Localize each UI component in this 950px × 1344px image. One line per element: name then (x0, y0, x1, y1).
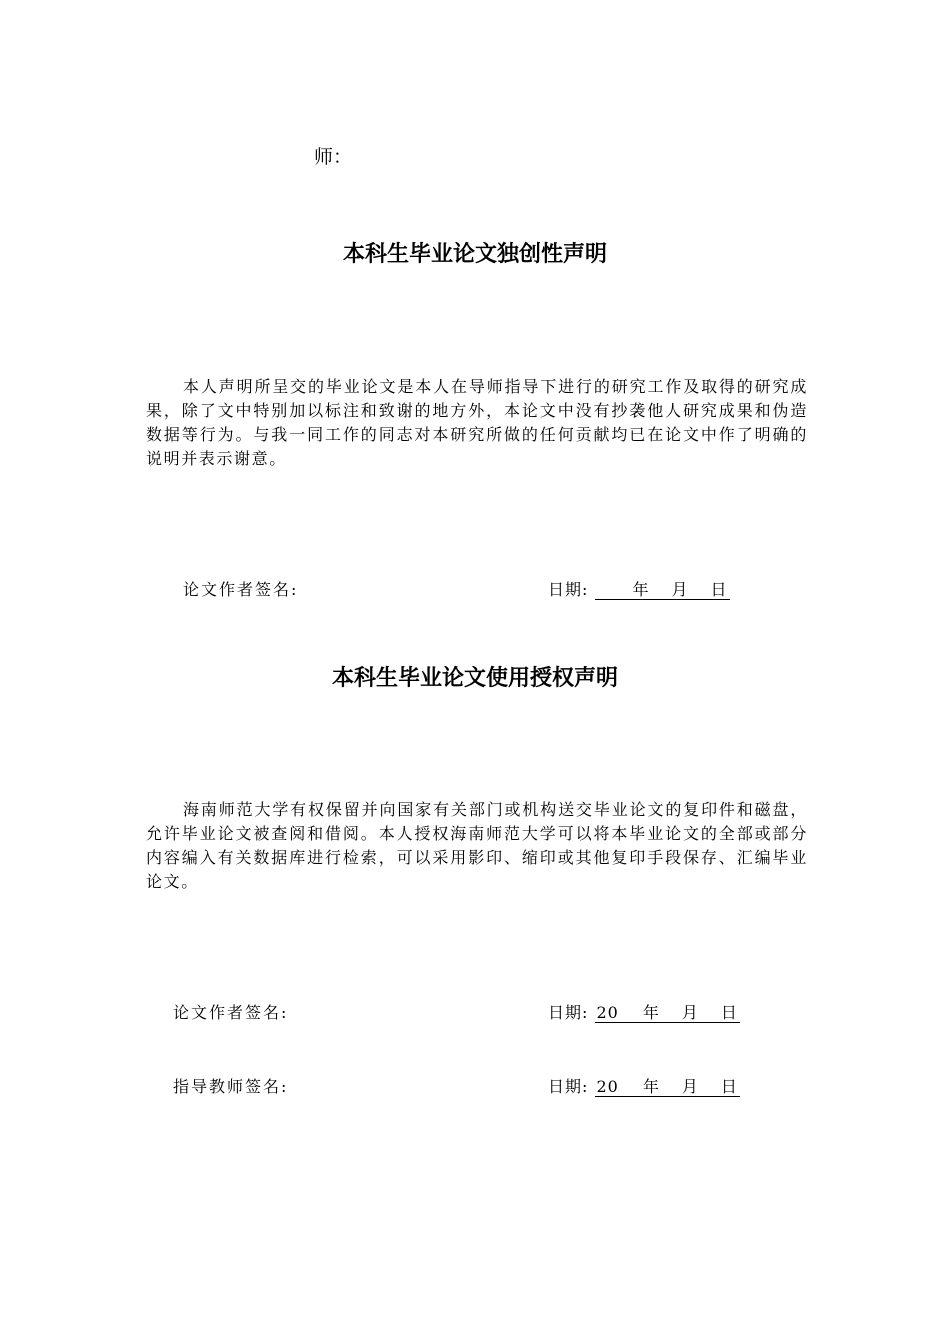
month-unit: 月 (681, 1003, 699, 1022)
year-unit: 年 (642, 1077, 660, 1096)
originality-declaration-title: 本科生毕业论文独创性声明 (342, 242, 607, 267)
advisor-signature-label: 指导教师签名: (173, 1077, 289, 1096)
date-label: 日期: (548, 580, 589, 599)
originality-declaration-paragraph: 本人声明所呈交的毕业论文是本人在导师指导下进行的研究工作及取得的研究成果，除了文中特别加以标注和致谢的地方外，本论文中没有抄袭他人研究成果和伪造数据等行为。与我一同工作的同志对本研究所做的任何贡献均已在论文中作了明确的说明并表示谢意。 (146, 377, 808, 468)
advisor-label-fragment: 师： (314, 146, 353, 168)
date-label: 日期: (548, 1003, 589, 1022)
month-unit: 月 (671, 580, 689, 599)
originality-author-signature-label: 论文作者签名: (183, 580, 299, 599)
authorization-author-signature-label: 论文作者签名: (173, 1003, 289, 1022)
year-prefix: 20 (596, 1077, 619, 1096)
year-unit: 年 (642, 1003, 660, 1022)
date-underline[interactable] (595, 581, 730, 600)
month-unit: 月 (681, 1077, 699, 1096)
authorization-author-date-field (548, 1000, 740, 1023)
year-prefix: 20 (596, 1003, 619, 1022)
year-unit: 年 (632, 580, 650, 599)
originality-date-field (548, 577, 730, 600)
date-underline[interactable] (595, 1078, 740, 1097)
date-underline[interactable] (595, 1004, 740, 1023)
day-unit: 日 (710, 580, 728, 599)
date-label: 日期: (548, 1077, 589, 1096)
day-unit: 日 (720, 1003, 738, 1022)
day-unit: 日 (720, 1077, 738, 1096)
authorization-declaration-title: 本科生毕业论文使用授权声明 (331, 666, 618, 691)
advisor-date-field (548, 1074, 740, 1097)
authorization-declaration-paragraph: 海南师范大学有权保留并向国家有关部门或机构送交毕业论文的复印件和磁盘，允许毕业论文被查阅和借阅。本人授权海南师范大学可以将本毕业论文的全部或部分内容编入有关数据库进行检索，可以采用影印、缩印或其他复印手段保存、汇编毕业论文。 (146, 800, 808, 891)
